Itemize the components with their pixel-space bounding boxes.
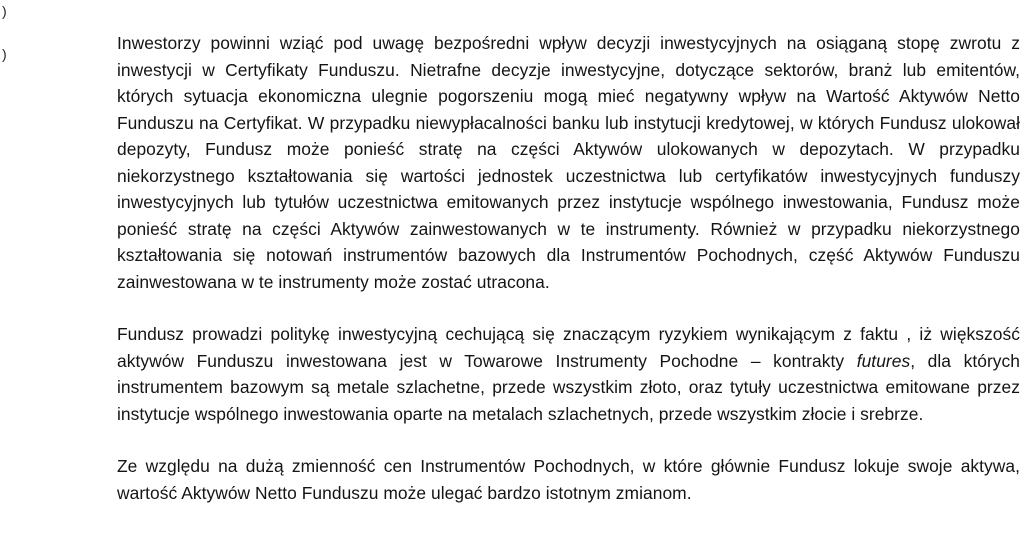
- paragraph-text: , dla których instrumentem bazowym są metale szlachetne, przede wszystkim złoto, oraz tytuły uczestnictwa emitowane przez instytucje wspólnego inwestowania oparte na metalach szlachetnych, przede wszystkim złocie i srebrze.: [117, 350, 1020, 424]
- paragraph-text: Fundusz prowadzi politykę inwestycyjną cechującą się znaczącym ryzykiem wynikającym z faktu , iż większość aktywów Funduszu inwestowana jest w Towarowe Instrumenty Pochodne – kontrakty: [117, 324, 1020, 371]
- margin-mark: ): [2, 3, 7, 19]
- margin-mark: ): [2, 46, 7, 62]
- paragraph-volatility: Ze względu na dużą zmienność cen Instrumentów Pochodnych, w które głównie Fundusz lokuje swoje aktywa, wartość Aktywów Netto Funduszu może ulegać bardzo istotnym zmianom.: [117, 456, 1020, 503]
- paragraph-investment-policy: [117, 321, 1020, 427]
- italic-term: futures: [856, 350, 911, 371]
- paragraph-investment-risk: Inwestorzy powinni wziąć pod uwagę bezpośredni wpływ decyzji inwestycyjnych na osiąganą stopę zwrotu z inwestycji w Certyfikaty Funduszu. Nietrafne decyzje inwestycyjne, dotyczące sektorów, branż lub emitentów, których sytuacja ekonomiczna ulegnie pogorszeniu mogą mieć negatywny wpływ na Wartość Aktywów Netto Funduszu na Certyfikat. W przypadku niewypłacalności banku lub instytucji kredytowej, w których Fundusz ulokował depozyty, Fundusz może ponieść stratę na części Aktywów ulokowanych w depozytach. W przypadku niekorzystnego kształtowania się wartości jednostek uczestnictwa lub certyfikatów inwestycyjnych funduszy inwestycyjnych lub tytułów uczestnictwa emitowanych przez instytucje wspólnego inwestowania, Fundusz może ponieść stratę na części Aktywów zainwestowanych w te instrumenty. Również w przypadku niekorzystnego kształtowania się notowań instrumentów bazowych dla Instrumentów Pochodnych, część Aktywów Funduszu zainwestowana w te instrumenty może zostać utracona.: [117, 33, 1020, 292]
- document-body: [117, 30, 1020, 506]
